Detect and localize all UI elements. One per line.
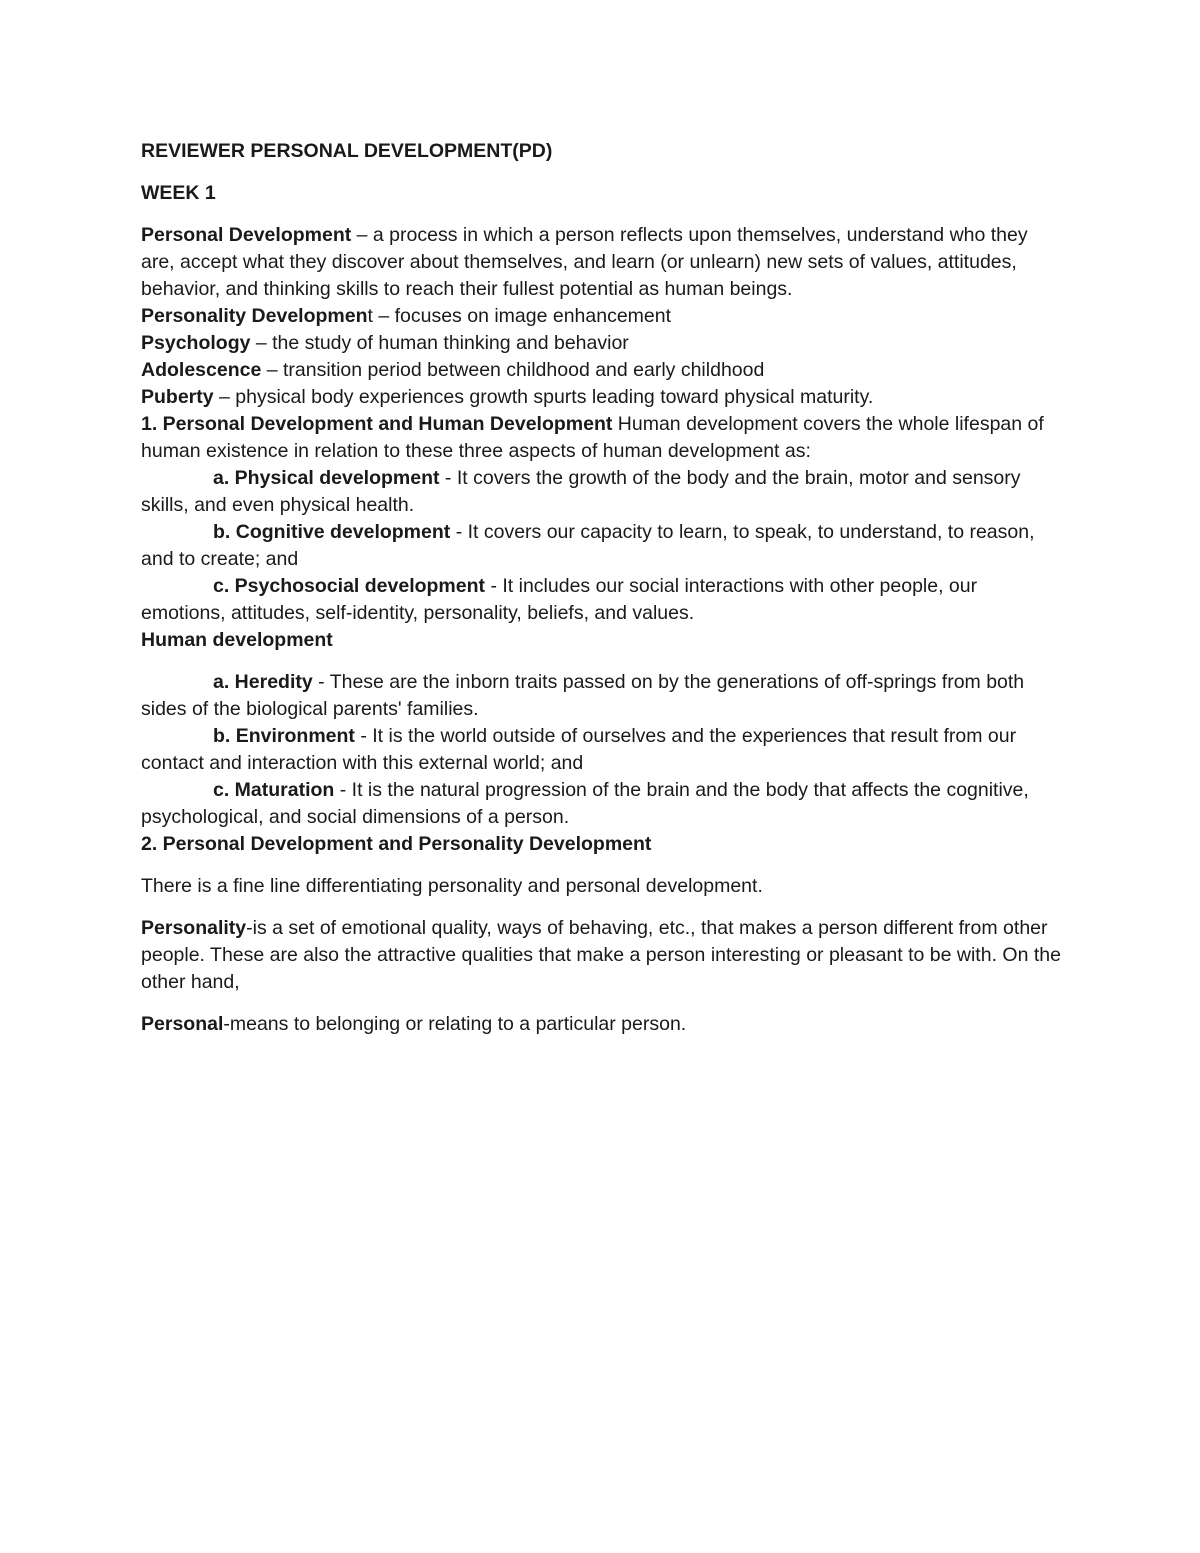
document-page — [141, 138, 1066, 1038]
definition-term: Adolescence — [141, 359, 262, 381]
section1-text: Human development covers the whole lifespan of human existence in relation to these three aspects of human development as: — [141, 413, 1044, 462]
document-title: REVIEWER PERSONAL DEVELOPMENT(PD) — [141, 140, 553, 162]
item-term: a. Heredity — [213, 671, 313, 693]
definition-text: – transition period between childhood and early childhood — [261, 359, 765, 381]
section2-text: There is a fine line differentiating personality and personal development. — [141, 875, 763, 897]
definition-term: Puberty — [141, 386, 214, 408]
definition-text: – the study of human thinking and behavior — [250, 332, 629, 354]
human-development-item-heredity — [141, 669, 1066, 723]
human-development-item-environment — [141, 723, 1066, 777]
week-heading: WEEK 1 — [141, 182, 216, 204]
definition-term: Personality — [141, 917, 247, 939]
item-term: b. Environment — [213, 725, 355, 747]
definition-text: – a process in which a person reflects upon themselves, understand who they are, accept what they discover about themselves, and learn (or unlearn) new sets of values, attitudes, behavior, and thinking skills to reach their fullest potential as human beings. — [141, 224, 1028, 300]
item-term: c. Psychosocial development — [213, 575, 486, 597]
section1-item-physical — [141, 465, 1066, 519]
human-development-heading: Human development — [141, 629, 333, 651]
definition-text: -is a set of emotional quality, ways of behaving, etc., that makes a person different from other people. These are also the attractive qualities that make a person interesting or pleasant to be with. On the other hand, — [141, 917, 1061, 993]
definition-puberty — [141, 384, 1066, 411]
definition-personal-development — [141, 222, 1066, 303]
section2-heading: 2. Personal Development and Personality Development — [141, 833, 652, 855]
section1-heading: 1. Personal Development and Human Development — [141, 413, 613, 435]
item-text: - These are the inborn traits passed on by the generations of off-springs from both sides of the biological parents' families. — [141, 671, 1025, 720]
definition-text: – physical body experiences growth spurts leading toward physical maturity. — [213, 386, 874, 408]
definition-adolescence — [141, 357, 1066, 384]
definition-term: Psychology — [141, 332, 251, 354]
section1-item-psychosocial — [141, 573, 1066, 627]
item-text: - It is the natural progression of the brain and the body that affects the cognitive, psychological, and social dimensions of a person. — [141, 779, 1029, 828]
item-text: - It is the world outside of ourselves and the experiences that result from our contact and interaction with this external world; and — [141, 725, 1017, 774]
definition-personality — [141, 915, 1066, 996]
item-term: b. Cognitive development — [213, 521, 451, 543]
item-text: - It covers the growth of the body and the brain, motor and sensory skills, and even physical health. — [141, 467, 1021, 516]
human-development-item-maturation — [141, 777, 1066, 831]
definition-term: Personal Development — [141, 224, 352, 246]
item-text: - It includes our social interactions with other people, our emotions, attitudes, self-identity, personality, beliefs, and values. — [141, 575, 978, 624]
item-text: - It covers our capacity to learn, to speak, to understand, to reason, and to create; and — [141, 521, 1035, 570]
definition-psychology — [141, 330, 1066, 357]
definition-term: Personality Developmen — [141, 305, 368, 327]
item-term: c. Maturation — [213, 779, 335, 801]
item-term: a. Physical development — [213, 467, 440, 489]
definition-personal — [141, 1011, 1066, 1038]
section1-item-cognitive — [141, 519, 1066, 573]
definition-text: -means to belonging or relating to a particular person. — [223, 1013, 687, 1035]
definition-term: Personal — [141, 1013, 224, 1035]
definition-personality-development — [141, 303, 1066, 330]
definition-text: t – focuses on image enhancement — [367, 305, 672, 327]
section1-intro — [141, 411, 1066, 465]
